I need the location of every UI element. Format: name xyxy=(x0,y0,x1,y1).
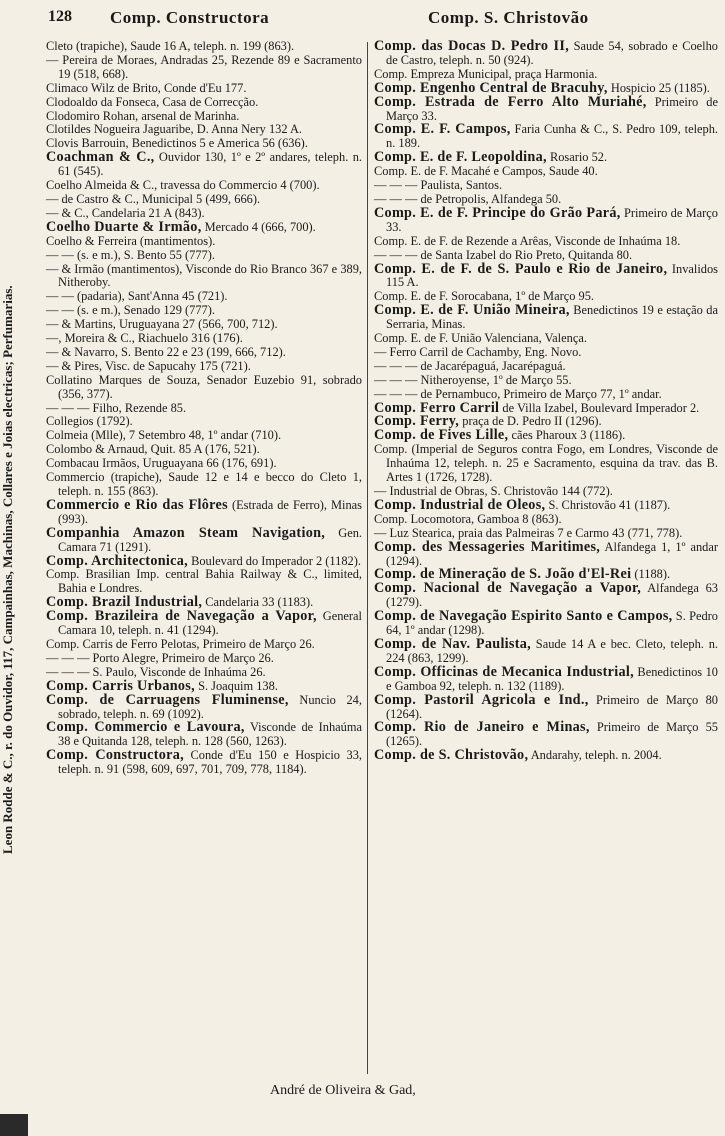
entry-company-name: Comp. Pastoril Agricola e Ind., xyxy=(374,691,589,708)
entry-details: — — (padaria), Sant'Anna 45 (721). xyxy=(46,289,228,304)
entry-details: — — (s. e m.), Senado 129 (777). xyxy=(46,303,215,318)
entry-details: S. Christovão 41 (1187). xyxy=(545,497,671,512)
entry-details: Candelaria 33 (1183). xyxy=(202,595,314,610)
entry-details: Comp. E. de F. União Valenciana, Valença. xyxy=(374,331,587,346)
entry-company-name: Comp. Ferry, xyxy=(374,413,460,430)
entry-company-name: Comp. Officinas de Mecanica Industrial, xyxy=(374,663,634,680)
entry-details: Conde d'Eu 150 e Hospicio 33, teleph. n. 91 (598, 609, 697, 701, 709, 778, 1184). xyxy=(58,748,362,777)
entry-details: Rosario 52. xyxy=(546,150,608,165)
entry-details: S. Joaquim 138. xyxy=(194,678,278,693)
entry-details: (Estrada de Ferro), Minas (993). xyxy=(58,497,362,526)
entry-details: Alfandega 63 (1279). xyxy=(386,581,718,610)
entry-company-name: Comp. Carris Urbanos, xyxy=(46,677,195,694)
directory-entry xyxy=(46,402,362,416)
directory-entry xyxy=(46,374,362,402)
entry-details: — — — S. Paulo, Visconde de Inhaúma 26. xyxy=(46,664,266,679)
directory-entry xyxy=(374,749,718,763)
entry-details: — — — de Jacarépaguá, Jacarépaguá. xyxy=(374,358,566,373)
entry-company-name: Comp. Brazil Industrial, xyxy=(46,594,203,611)
entry-details: Benedictinos 10 e Gamboa 92, teleph. n. 132 (1189). xyxy=(386,664,719,693)
entry-details: Primeiro de Março 55 (1265). xyxy=(386,720,718,749)
directory-entry xyxy=(46,691,362,722)
entry-company-name: Comp. de Navegação Espirito Santo e Campos, xyxy=(374,608,673,625)
entry-details: — de Castro & C., Municipal 5 (499, 666). xyxy=(46,191,261,206)
directory-entry xyxy=(46,332,362,346)
entry-company-name: Comp. das Docas D. Pedro II, xyxy=(374,38,570,54)
entry-details: Comp. E. de F. de Rezende a Arêas, Visconde de Inhaúma 18. xyxy=(374,233,681,248)
entry-details: — — — Paulista, Santos. xyxy=(374,178,503,193)
directory-entry xyxy=(374,360,718,374)
directory-entry xyxy=(46,193,362,207)
entry-details: Clovis Barrouin, Benedictinos 5 e America 56 (636). xyxy=(46,136,308,151)
directory-entry xyxy=(374,235,718,249)
footer-advertiser: André de Oliveira & Gad, xyxy=(270,1083,416,1098)
directory-entry xyxy=(46,652,362,666)
directory-entry xyxy=(46,40,362,54)
entry-details: — Pereira de Moraes, Andradas 25, Rezende 89 e Sacramento 19 (518, 668). xyxy=(46,52,362,81)
entry-details: Clodoaldo da Fonseca, Casa de Correcção. xyxy=(46,94,259,109)
entry-details: — & Pires, Visc. de Sapucahy 175 (721). xyxy=(46,358,251,373)
entry-details: — & Martins, Uruguayana 27 (566, 700, 712). xyxy=(46,317,278,332)
directory-entry xyxy=(46,346,362,360)
entry-details: — Luz Stearica, praia das Palmeiras 7 e Carmo 43 (771, 778). xyxy=(374,525,683,540)
entry-details: Collatino Marques de Souza, Senador Euzebio 91, sobrado (356, 377). xyxy=(46,372,362,401)
entry-company-name: Comp. de Mineração de S. João d'El-Rei xyxy=(374,566,632,583)
entry-company-name: Comp. Rio de Janeiro e Minas, xyxy=(374,719,590,736)
directory-entry xyxy=(46,235,362,249)
entry-company-name: Comp. Estrada de Ferro Alto Muriahé, xyxy=(374,93,647,110)
directory-entry xyxy=(46,218,362,235)
entry-company-name: Comp. Nacional de Navegação a Vapor, xyxy=(374,580,642,597)
entry-details: Ouvidor 130, 1º e 2º andares, teleph. n. 61 (545). xyxy=(58,150,363,179)
entry-company-name: Companhia Amazon Steam Navigation, xyxy=(46,524,326,541)
directory-entry xyxy=(374,538,718,569)
entry-details: Collegios (1792). xyxy=(46,414,133,429)
entry-details: Alfandega 1, 1º andar (1294). xyxy=(386,539,718,568)
entry-company-name: Comp. de Carruagens Fluminense, xyxy=(46,691,289,708)
directory-entry xyxy=(46,360,362,374)
entry-details: Commercio (trapiche), Saude 12 e 14 e becco do Cleto 1, teleph. n. 155 (863). xyxy=(46,470,362,498)
right-column xyxy=(374,40,718,763)
entry-details: — — — de Santa Izabel do Rio Preto, Quitanda 80. xyxy=(374,247,633,262)
directory-entry xyxy=(46,471,362,499)
directory-entry xyxy=(46,263,362,291)
entry-details: — — — Filho, Rezende 85. xyxy=(46,400,187,415)
directory-entry xyxy=(46,179,362,193)
entry-details: — — (s. e m.), S. Bento 55 (777). xyxy=(46,247,215,262)
entry-company-name: Comp. de S. Christovão, xyxy=(374,747,529,764)
directory-entry xyxy=(374,93,718,124)
directory-entry xyxy=(374,40,718,68)
entry-company-name: Comp. E. de F. Leopoldina, xyxy=(374,149,547,166)
directory-entry xyxy=(46,54,362,82)
entry-details: Coelho Almeida & C., travessa do Commercio 4 (700). xyxy=(46,178,320,193)
directory-entry xyxy=(46,249,362,263)
entry-details: — — — de Petropolis, Alfandega 50. xyxy=(374,191,562,206)
entry-details: — — — Porto Alegre, Primeiro de Março 26. xyxy=(46,650,274,665)
entry-company-name: Commercio e Rio das Flôres xyxy=(46,496,228,513)
entry-details: S. Pedro 64, 1º andar (1298). xyxy=(386,609,718,638)
page-number: 128 xyxy=(48,8,72,25)
directory-entry xyxy=(374,582,718,610)
entry-details: Faria Cunha & C., S. Pedro 109, teleph. n. 189. xyxy=(386,122,718,151)
directory-entry xyxy=(46,496,362,527)
directory-entry xyxy=(46,96,362,110)
entry-details: cães Pharoux 3 (1186). xyxy=(508,428,626,443)
entry-details: Andarahy, teleph. n. 2004. xyxy=(528,748,662,763)
entry-details: Clodomiro Rohan, arsenal de Marinha. xyxy=(46,108,240,123)
directory-entry xyxy=(46,151,362,179)
directory-entry xyxy=(374,304,718,332)
entry-details: (1188). xyxy=(631,567,671,582)
directory-entry xyxy=(46,304,362,318)
directory-entry xyxy=(374,374,718,388)
entry-details: Hospicio 25 (1185). xyxy=(607,80,710,95)
entry-details: Invalidos 115 A. xyxy=(386,261,718,290)
entry-details: Comp. Brasilian Imp. central Bahia Railway & C., limited, Bahia e Londres. xyxy=(46,567,362,596)
directory-entry xyxy=(46,749,362,777)
corner-ink-mark xyxy=(0,1114,28,1136)
entry-details: Comp. E. de F. Sorocabana, 1º de Março 95. xyxy=(374,289,594,304)
entry-details: — Industrial de Obras, S. Christovão 144 (772). xyxy=(374,484,613,498)
directory-entry xyxy=(374,721,718,749)
entry-details: Gen. Camara 71 (1291). xyxy=(58,525,362,554)
entry-details: — & Irmão (mantimentos), Visconde do Rio Branco 367 e 389, Nitheroby. xyxy=(46,261,362,290)
entry-details: Nuncio 24, sobrado, teleph. n. 69 (1092). xyxy=(58,692,362,721)
running-head-left: Comp. Constructora xyxy=(110,8,270,27)
directory-entry xyxy=(46,318,362,332)
entry-details: Boulevard do Imperador 2 (1182). xyxy=(187,553,361,568)
entry-details: Saude 54, sobrado e Coelho de Castro, teleph. n. 50 (924). xyxy=(386,39,719,67)
directory-entry xyxy=(46,82,362,96)
entry-details: Comp. Carris de Ferro Pelotas, Primeiro de Março 26. xyxy=(46,636,315,651)
entry-company-name: Comp. Constructora, xyxy=(46,747,184,764)
directory-entry xyxy=(46,457,362,471)
column-divider xyxy=(367,42,368,1074)
entry-details: Climaco Wilz de Brito, Conde d'Eu 177. xyxy=(46,80,247,95)
entry-details: Comp. E. de F. Macahé e Campos, Saude 40. xyxy=(374,164,598,179)
entry-details: Colombo & Arnaud, Quit. 85 A (176, 521). xyxy=(46,442,260,457)
entry-details: — & C., Candelaria 21 A (843). xyxy=(46,205,205,220)
entry-company-name: Comp. de Fives Lille, xyxy=(374,427,509,444)
directory-entry xyxy=(374,165,718,179)
directory-entry xyxy=(46,290,362,304)
entry-company-name: Comp. E. de F. de S. Paulo e Rio de Janeiro, xyxy=(374,260,668,277)
entry-company-name: Coelho Duarte & Irmão, xyxy=(46,218,202,235)
directory-entry xyxy=(374,496,718,513)
directory-entry xyxy=(374,610,718,638)
entry-company-name: Comp. de Nav. Paulista, xyxy=(374,635,532,652)
entry-details: Visconde de Inhaúma 38 e Quitanda 128, teleph. n. 128 (560, 1263). xyxy=(58,720,362,749)
directory-entry xyxy=(374,635,718,666)
directory-entry xyxy=(374,204,719,235)
entry-details: praça de D. Pedro II (1296). xyxy=(459,414,602,429)
entry-details: Combacau Irmãos, Uruguayana 66 (176, 691). xyxy=(46,456,277,471)
entry-company-name: Comp. E. de F. União Mineira, xyxy=(374,302,570,319)
entry-details: Comp. Locomotora, Gamboa 8 (863). xyxy=(374,511,562,526)
directory-entry xyxy=(46,123,362,137)
entry-company-name: Comp. E. F. Campos, xyxy=(374,121,511,138)
entry-details: Saude 14 A e bec. Cleto, teleph. n. 224 (863, 1299). xyxy=(386,636,718,665)
entry-details: Primeiro de Março 33. xyxy=(386,94,718,123)
directory-entry xyxy=(46,443,362,457)
directory-entry xyxy=(374,123,718,151)
entry-details: —, Moreira & C., Riachuelo 316 (176). xyxy=(46,331,243,346)
running-head-right: Comp. S. Christovão xyxy=(428,8,589,27)
entry-details: — & Navarro, S. Bento 22 e 23 (199, 666, 712). xyxy=(46,344,286,359)
entry-details: Coelho & Ferreira (mantimentos). xyxy=(46,233,216,248)
directory-entry xyxy=(374,151,718,165)
entry-details: — — — Nitheroyense, 1º de Março 55. xyxy=(374,372,572,387)
directory-entry xyxy=(374,429,718,443)
page-header xyxy=(48,8,719,32)
entry-company-name: Comp. Ferro Carril xyxy=(374,399,500,416)
entry-details: — — — de Pernambuco, Primeiro de Março 77, 1º andar. xyxy=(374,386,662,401)
directory-entry xyxy=(374,443,718,485)
entry-details: Cleto (trapiche), Saude 16 A, teleph. n. 199 (863). xyxy=(46,39,295,53)
entry-company-name: Comp. E. de F. Principe do Grão Pará, xyxy=(374,204,621,221)
entry-company-name: Comp. Brazileira de Navegação a Vapor, xyxy=(46,608,317,625)
entry-details: General Camara 10, teleph. n. 41 (1294). xyxy=(58,609,362,638)
entry-details: Comp. (Imperial de Seguros contra Fogo, em Londres, Visconde de Inhaúma 12, teleph. n. 25 e Sacramento, esquina da trav. das B. Artes 1 (1726, 1728). xyxy=(374,442,718,485)
entry-details: — Ferro Carril de Cachamby, Eng. Novo. xyxy=(374,344,582,359)
entry-company-name: Comp. Architectonica, xyxy=(46,552,188,569)
entry-details: Comp. Empreza Municipal, praça Harmonia. xyxy=(374,66,598,81)
entry-company-name: Comp. Engenho Central de Bracuhy, xyxy=(374,79,608,96)
directory-entry xyxy=(374,513,718,527)
directory-entry xyxy=(374,332,718,346)
directory-entry xyxy=(46,638,362,652)
entry-company-name: Coachman & C., xyxy=(46,149,155,166)
entry-details: Primeiro de Março 80 (1264). xyxy=(386,692,718,721)
vertical-advertisement: Leon Rodde & C., r. do Ouvidor, 117, Campainhas, Machinas, Collares e Joias electricas; Perfumarias. xyxy=(0,285,15,855)
directory-entry xyxy=(46,721,362,749)
directory-entry xyxy=(374,260,718,291)
directory-entry xyxy=(374,179,718,193)
entry-details: Mercado 4 (666, 700). xyxy=(201,219,316,234)
directory-entry xyxy=(46,429,362,443)
directory-entry xyxy=(374,663,719,694)
directory-entry xyxy=(46,610,362,638)
entry-details: Clotildes Nogueira Jaguaribe, D. Anna Nery 132 A. xyxy=(46,122,303,137)
entry-details: Colmeia (Mlle), 7 Setembro 48, 1º andar (710). xyxy=(46,428,282,443)
directory-entry xyxy=(46,110,362,124)
directory-entry xyxy=(46,415,362,429)
left-column xyxy=(46,40,362,777)
directory-entry xyxy=(374,691,718,722)
directory-entry xyxy=(46,552,362,569)
entry-details: de Villa Izabel, Boulevard Imperador 2. xyxy=(499,400,700,415)
directory-entry xyxy=(46,524,362,555)
entry-company-name: Comp. des Messageries Maritimes, xyxy=(374,538,601,555)
entry-details: Primeiro de Março 33. xyxy=(386,205,719,234)
entry-company-name: Comp. Commercio e Lavoura, xyxy=(46,719,245,736)
directory-entry xyxy=(374,346,718,360)
entry-details: Benedictinos 19 e estação da Serraria, Minas. xyxy=(386,303,718,332)
entry-company-name: Comp. Industrial de Oleos, xyxy=(374,496,546,513)
directory-entry xyxy=(46,568,362,596)
